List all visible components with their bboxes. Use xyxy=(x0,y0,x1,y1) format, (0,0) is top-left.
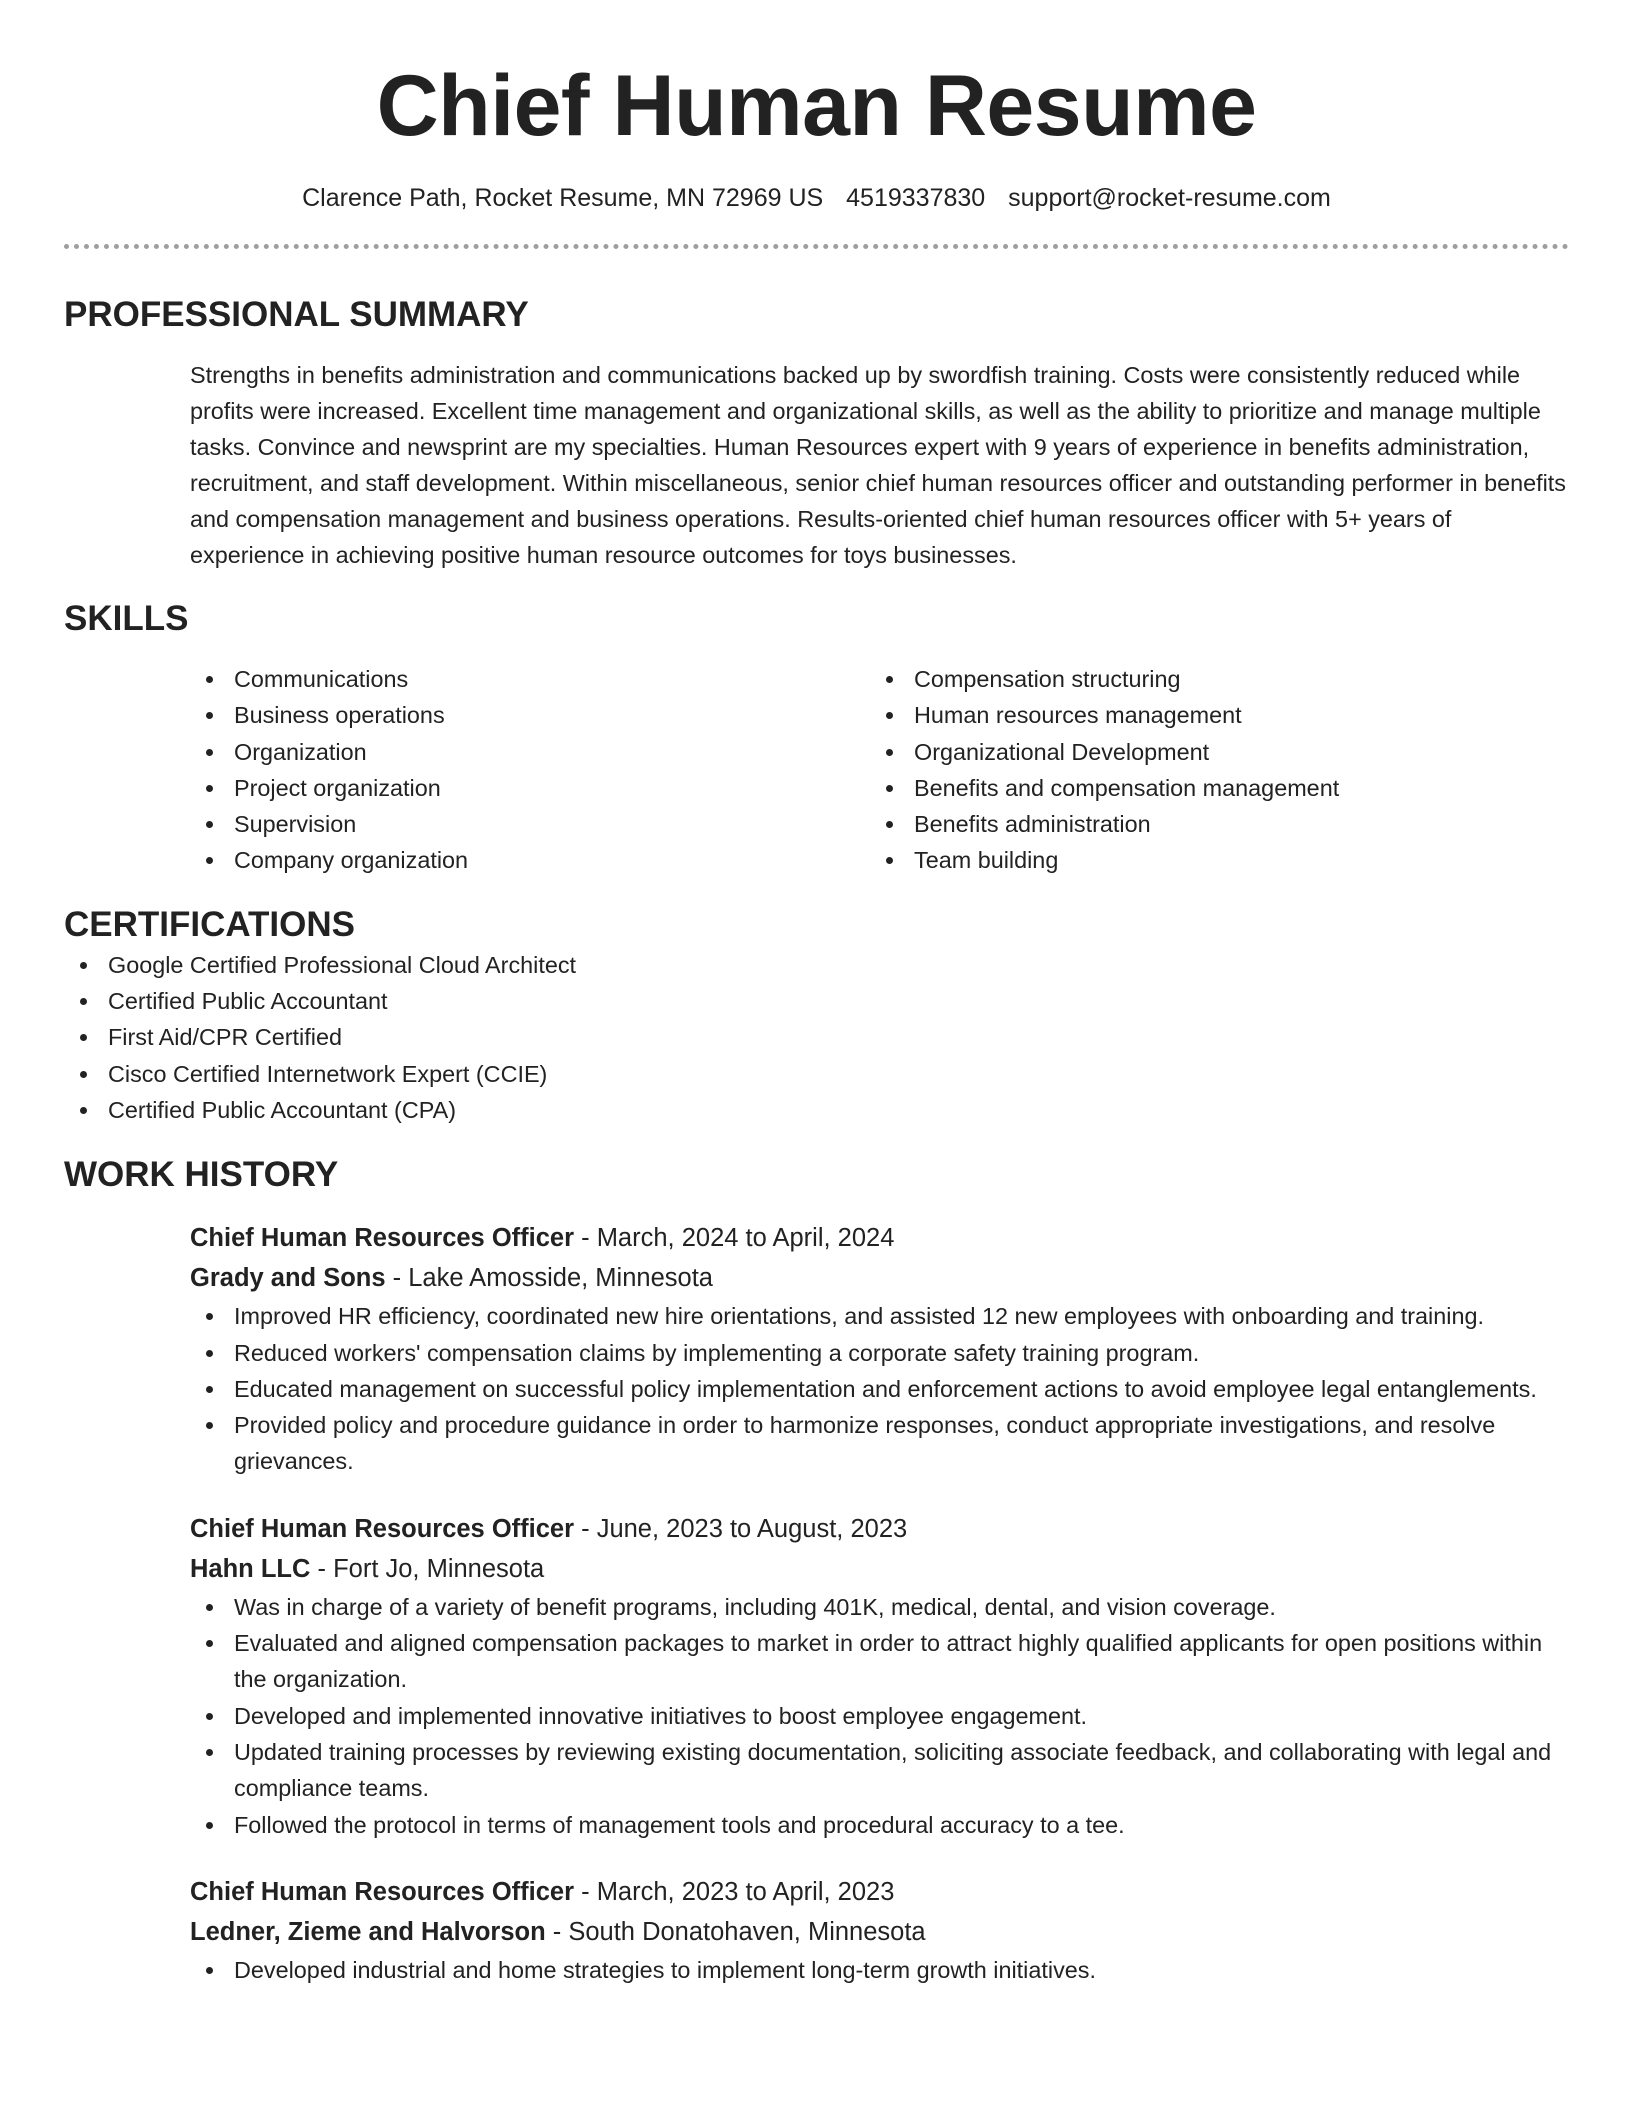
job-bullet: Developed industrial and home strategies to implement long-term growth initiatives. xyxy=(190,1952,1569,1988)
skills-heading: SKILLS xyxy=(64,599,189,638)
skill-item: Benefits and compensation management xyxy=(870,770,1550,806)
job-company: Ledner, Zieme and Halvorson xyxy=(190,1917,546,1946)
job-company-line xyxy=(190,1258,1569,1298)
job-title-line xyxy=(190,1509,1569,1549)
job-bullet: Improved HR efficiency, coordinated new hire orientations, and assisted 12 new employees with onboarding and training. xyxy=(190,1298,1569,1334)
summary-section xyxy=(64,293,1569,573)
certifications-heading: CERTIFICATIONS xyxy=(64,904,356,944)
job-entry xyxy=(190,1509,1569,1843)
skill-item: Company organization xyxy=(190,842,870,878)
job-company-line xyxy=(190,1912,1569,1952)
skills-column-left xyxy=(190,661,870,879)
summary-text: Strengths in benefits administration and communications backed up by swordfish training. Costs were consistently reduced while profits were increased. Excellent time management and organizational skills, as well as the ability to prioritize and manage multiple tasks. Convince and newsprint are my specialties. Human Resources expert with 9 years of experience in benefits administration, recruitment, and staff development. Within miscellaneous, senior chief human resources officer and outstanding performer in benefits and compensation management and business operations. Results-oriented chief human resources officer with 5+ years of experience in achieving positive human resource outcomes for toys businesses. xyxy=(190,362,1567,568)
certifications-list xyxy=(64,947,1569,1128)
job-bullet: Updated training processes by reviewing existing documentation, soliciting associate feedback, and collaborating with legal and compliance teams. xyxy=(190,1734,1569,1807)
skill-item: Organization xyxy=(190,734,870,770)
header-divider xyxy=(64,244,1569,249)
skills-grid xyxy=(190,661,1569,879)
job-title-line xyxy=(190,1218,1569,1258)
skill-item: Compensation structuring xyxy=(870,661,1550,697)
skills-column-right xyxy=(870,661,1550,879)
job-bullet: Educated management on successful policy implementation and enforcement actions to avoid employee legal entanglements. xyxy=(190,1371,1569,1407)
job-company-line xyxy=(190,1549,1569,1589)
job-location: - South Donatohaven, Minnesota xyxy=(545,1917,926,1946)
contact-line xyxy=(64,182,1569,214)
job-role: Chief Human Resources Officer xyxy=(190,1224,575,1253)
skill-item: Benefits administration xyxy=(870,806,1550,842)
job-dates: - June, 2023 to August, 2023 xyxy=(574,1514,908,1543)
skill-item: Human resources management xyxy=(870,697,1550,733)
skill-item: Communications xyxy=(190,661,870,697)
certification-item: Google Certified Professional Cloud Architect xyxy=(64,947,1569,983)
job-bullet: Developed and implemented innovative initiatives to boost employee engagement. xyxy=(190,1698,1569,1734)
job-bullet: Reduced workers' compensation claims by implementing a corporate safety training program. xyxy=(190,1335,1569,1371)
jobs-list xyxy=(190,1218,1569,1988)
certification-item: First Aid/CPR Certified xyxy=(64,1019,1569,1055)
skill-item: Team building xyxy=(870,842,1550,878)
job-entry xyxy=(190,1218,1569,1479)
work-history-section xyxy=(64,1153,1569,1988)
contact-phone: 4519337830 xyxy=(846,184,986,212)
job-bullets xyxy=(190,1589,1569,1843)
job-role: Chief Human Resources Officer xyxy=(190,1877,575,1906)
job-bullet: Provided policy and procedure guidance in order to harmonize responses, conduct appropriate investigations, and resolve grievances. xyxy=(190,1407,1569,1480)
summary-heading: PROFESSIONAL SUMMARY xyxy=(64,295,529,334)
job-bullet: Was in charge of a variety of benefit programs, including 401K, medical, dental, and vision coverage. xyxy=(190,1589,1569,1625)
job-company: Grady and Sons xyxy=(190,1264,386,1293)
job-title-line xyxy=(190,1872,1569,1912)
certification-item: Certified Public Accountant xyxy=(64,983,1569,1019)
job-bullets xyxy=(190,1298,1569,1479)
job-role: Chief Human Resources Officer xyxy=(190,1514,575,1543)
job-location: - Lake Amosside, Minnesota xyxy=(385,1264,713,1293)
skills-section xyxy=(64,597,1569,879)
skill-item: Supervision xyxy=(190,806,870,842)
job-location: - Fort Jo, Minnesota xyxy=(310,1554,545,1583)
skill-item: Organizational Development xyxy=(870,734,1550,770)
contact-address: Clarence Path, Rocket Resume, MN 72969 US xyxy=(302,184,824,212)
resume-page xyxy=(64,0,1569,1988)
skill-item: Project organization xyxy=(190,770,870,806)
certification-item: Cisco Certified Internetwork Expert (CCIE) xyxy=(64,1056,1569,1092)
job-entry xyxy=(190,1872,1569,1988)
certification-item: Certified Public Accountant (CPA) xyxy=(64,1092,1569,1128)
skill-item: Business operations xyxy=(190,697,870,733)
job-company: Hahn LLC xyxy=(190,1554,311,1583)
job-bullets xyxy=(190,1952,1569,1988)
job-dates: - March, 2023 to April, 2023 xyxy=(574,1877,895,1906)
work-history-heading: WORK HISTORY xyxy=(64,1155,339,1195)
skills-list-right xyxy=(870,661,1550,879)
skills-list-left xyxy=(190,661,870,879)
certifications-section xyxy=(64,903,1569,1128)
job-bullet: Evaluated and aligned compensation packages to market in order to attract highly qualified applicants for open positions within the organization. xyxy=(190,1625,1569,1698)
resume-name: Chief Human Resume xyxy=(376,58,1257,154)
job-bullet: Followed the protocol in terms of management tools and procedural accuracy to a tee. xyxy=(190,1807,1569,1843)
contact-email: support@rocket-resume.com xyxy=(1008,184,1331,212)
job-dates: - March, 2024 to April, 2024 xyxy=(574,1224,895,1253)
